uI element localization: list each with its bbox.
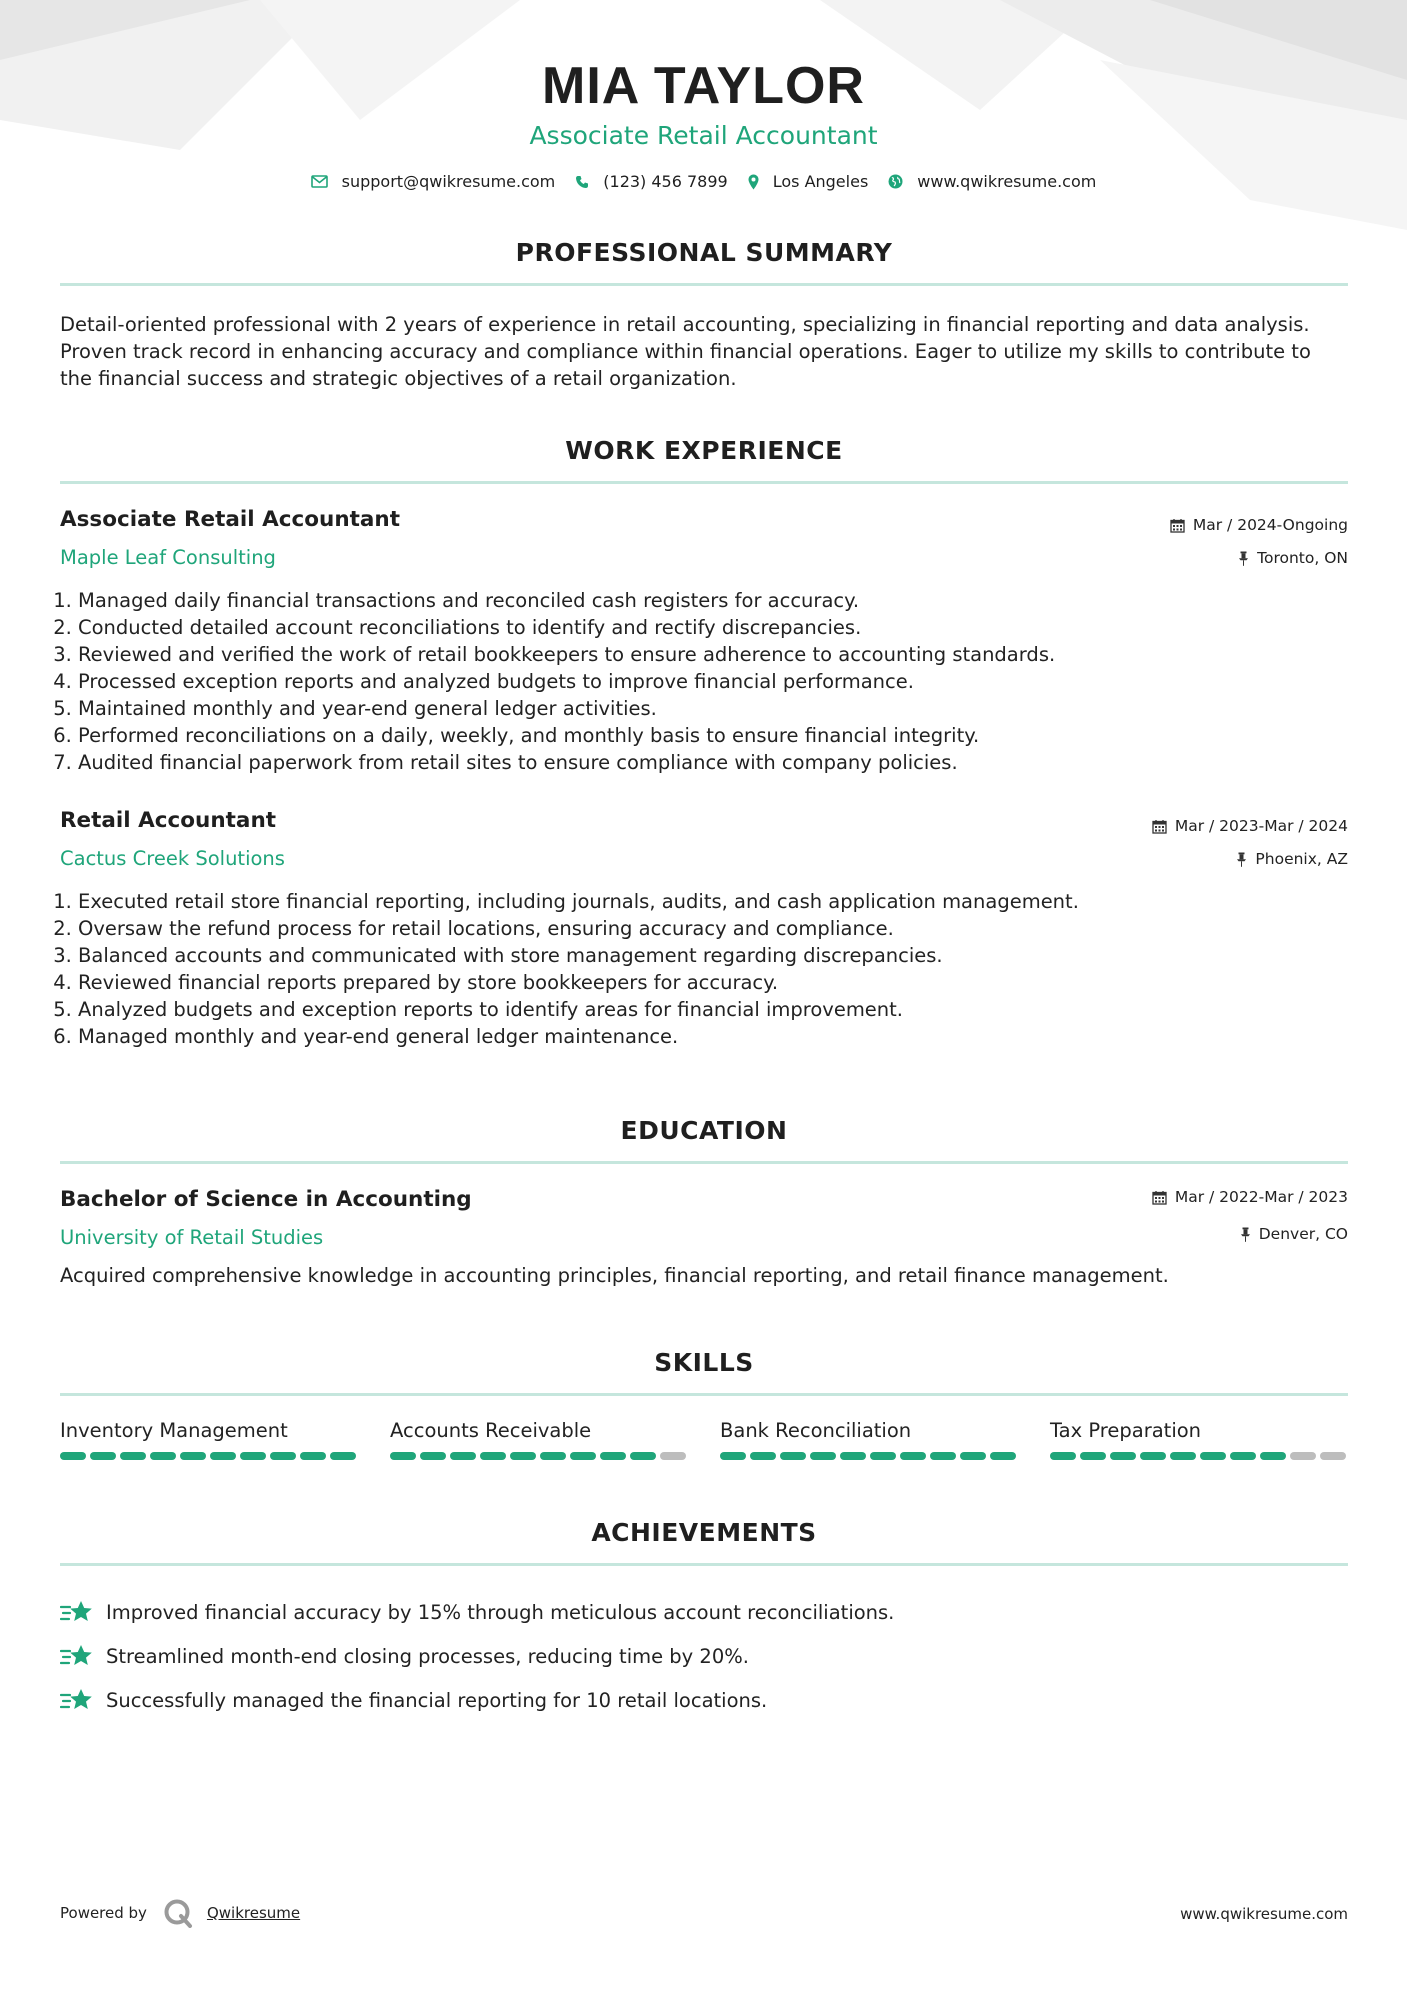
footer-powered-by (60, 1898, 300, 1928)
experience-divider (60, 481, 1348, 484)
candidate-role: Associate Retail Accountant (529, 121, 878, 150)
achievement-text: Successfully managed the financial reporting for 10 retail locations. (106, 1688, 768, 1712)
skill-segment-filled (630, 1452, 656, 1460)
skills-divider (60, 1393, 1348, 1396)
shooting-star-icon (60, 1599, 94, 1625)
education-dates-text: Mar / 2022-Mar / 2023 (1174, 1188, 1348, 1206)
skill-item (720, 1419, 1020, 1460)
skill-segment-empty (660, 1452, 686, 1460)
skill-segment-filled (960, 1452, 986, 1460)
job-1-dates (1170, 516, 1348, 534)
phone-icon (575, 175, 589, 189)
education-degree: Bachelor of Science in Accounting (60, 1187, 472, 1212)
skill-segment-filled (900, 1452, 926, 1460)
calendar-icon (1152, 819, 1167, 834)
map-pin-icon (748, 174, 759, 190)
pushpin-icon (1238, 551, 1249, 566)
qwikresume-link[interactable]: Qwikresume (206, 1904, 301, 1922)
skill-segment-filled (540, 1452, 566, 1460)
list-item: 5. Analyzed budgets and exception reports to identify areas for financial improvement. (78, 996, 1368, 1023)
job-1-title: Associate Retail Accountant (60, 507, 401, 532)
education-dates (1152, 1188, 1348, 1206)
skill-level-bar (720, 1452, 1020, 1460)
job-1-location (1238, 549, 1348, 567)
education-location (1240, 1225, 1348, 1243)
contact-website[interactable] (888, 172, 1096, 191)
skill-segment-filled (420, 1452, 446, 1460)
contact-location (748, 172, 869, 191)
skill-name: Accounts Receivable (390, 1419, 592, 1442)
list-item: 7. Audited financial paperwork from retail sites to ensure compliance with company policies. (78, 749, 1368, 776)
skill-segment-filled (1260, 1452, 1286, 1460)
skills-list (60, 1419, 1350, 1460)
job-2-location-text: Phoenix, AZ (1255, 850, 1348, 868)
skill-segment-filled (930, 1452, 956, 1460)
achievement-text: Streamlined month-end closing processes, reducing time by 20%. (106, 1644, 749, 1668)
summary-divider (60, 283, 1348, 286)
skill-segment-filled (150, 1452, 176, 1460)
contact-bar (0, 172, 1407, 191)
job-1-location-text: Toronto, ON (1257, 549, 1348, 567)
skill-segment-filled (180, 1452, 206, 1460)
skill-segment-filled (570, 1452, 596, 1460)
skill-segment-filled (60, 1452, 86, 1460)
achievements-divider (60, 1563, 1348, 1566)
skill-segment-filled (870, 1452, 896, 1460)
job-2-location (1236, 850, 1348, 868)
achievement-text: Improved financial accuracy by 15% through meticulous account reconciliations. (106, 1600, 895, 1624)
website-text: www.qwikresume.com (917, 172, 1097, 191)
list-item: 4. Reviewed financial reports prepared by store bookkeepers for accuracy. (78, 969, 1368, 996)
skill-item (60, 1419, 360, 1460)
shooting-star-icon (60, 1687, 94, 1713)
skill-segment-empty (1290, 1452, 1316, 1460)
education-divider (60, 1161, 1348, 1164)
skill-name: Bank Reconciliation (720, 1419, 912, 1442)
skill-segment-filled (720, 1452, 746, 1460)
envelope-icon (311, 175, 328, 188)
education-location-text: Denver, CO (1258, 1225, 1348, 1243)
skill-segment-filled (1050, 1452, 1076, 1460)
job-2-dates (1152, 817, 1348, 835)
education-school: University of Retail Studies (60, 1226, 324, 1249)
list-item (60, 1590, 1350, 1634)
experience-heading: WORK EXPERIENCE (565, 436, 843, 465)
list-item: 6. Performed reconciliations on a daily, weekly, and monthly basis to ensure financial integrity. (78, 722, 1368, 749)
skill-segment-filled (210, 1452, 236, 1460)
summary-text: Detail-oriented professional with 2 years of experience in retail accounting, specializing in financial reporting and data analysis. Proven track record in enhancing accuracy and compliance within financial operations. Eager to utilize my skills to contribute to the financial success and strategic objectives of a retail organization. (60, 313, 1311, 390)
skill-segment-filled (990, 1452, 1016, 1460)
job-2-dates-text: Mar / 2023-Mar / 2024 (1174, 817, 1348, 835)
job-2-company: Cactus Creek Solutions (60, 847, 285, 870)
skill-segment-filled (1110, 1452, 1136, 1460)
powered-by-label: Powered by (60, 1904, 147, 1922)
job-2-title: Retail Accountant (60, 808, 277, 833)
skill-segment-filled (300, 1452, 326, 1460)
qwikresume-logo-icon (163, 1898, 193, 1928)
skill-segment-empty (1320, 1452, 1346, 1460)
skill-segment-filled (810, 1452, 836, 1460)
list-item: 5. Maintained monthly and year-end general ledger activities. (78, 695, 1368, 722)
skill-segment-filled (240, 1452, 266, 1460)
list-item: 6. Managed monthly and year-end general ledger maintenance. (78, 1023, 1368, 1050)
skill-item (390, 1419, 690, 1460)
list-item: 4. Processed exception reports and analyzed budgets to improve financial performance. (78, 668, 1368, 695)
calendar-icon (1152, 1190, 1167, 1205)
skill-name: Inventory Management (60, 1419, 288, 1442)
footer-website[interactable]: www.qwikresume.com (1180, 1905, 1348, 1923)
calendar-icon (1170, 518, 1185, 533)
skill-segment-filled (480, 1452, 506, 1460)
job-2-duties (54, 888, 1368, 1050)
skill-segment-filled (840, 1452, 866, 1460)
skill-segment-filled (780, 1452, 806, 1460)
location-text: Los Angeles (772, 172, 869, 191)
summary-heading: PROFESSIONAL SUMMARY (515, 238, 893, 267)
phone-text: (123) 456 7899 (603, 172, 728, 191)
skill-segment-filled (1230, 1452, 1256, 1460)
skill-segment-filled (120, 1452, 146, 1460)
pushpin-icon (1240, 1227, 1251, 1242)
skill-segment-filled (1080, 1452, 1106, 1460)
list-item: 2. Oversaw the refund process for retail locations, ensuring accuracy and compliance. (78, 915, 1368, 942)
pushpin-icon (1236, 852, 1247, 867)
skills-heading: SKILLS (654, 1348, 754, 1377)
skill-segment-filled (330, 1452, 356, 1460)
skill-segment-filled (90, 1452, 116, 1460)
candidate-name: MIA TAYLOR (542, 57, 865, 115)
skill-segment-filled (1170, 1452, 1196, 1460)
skill-segment-filled (450, 1452, 476, 1460)
list-item: 1. Managed daily financial transactions and reconciled cash registers for accuracy. (78, 587, 1368, 614)
skill-level-bar (1050, 1452, 1350, 1460)
skill-segment-filled (750, 1452, 776, 1460)
skill-segment-filled (270, 1452, 296, 1460)
globe-icon (888, 174, 903, 189)
skill-segment-filled (1200, 1452, 1226, 1460)
list-item: 3. Reviewed and verified the work of retail bookkeepers to ensure adherence to accounting standards. (78, 641, 1368, 668)
education-heading: EDUCATION (620, 1116, 788, 1145)
skill-item (1050, 1419, 1350, 1460)
skill-level-bar (390, 1452, 690, 1460)
achievements-list (60, 1590, 1350, 1722)
skill-segment-filled (510, 1452, 536, 1460)
shooting-star-icon (60, 1643, 94, 1669)
list-item (60, 1678, 1350, 1722)
contact-phone[interactable] (575, 172, 727, 191)
list-item (60, 1634, 1350, 1678)
list-item: 3. Balanced accounts and communicated with store management regarding discrepancies. (78, 942, 1368, 969)
job-1-dates-text: Mar / 2024-Ongoing (1192, 516, 1348, 534)
job-1-company: Maple Leaf Consulting (60, 546, 276, 569)
contact-email[interactable] (311, 172, 556, 191)
skill-segment-filled (1140, 1452, 1166, 1460)
skill-segment-filled (600, 1452, 626, 1460)
skill-segment-filled (390, 1452, 416, 1460)
achievements-heading: ACHIEVEMENTS (591, 1518, 817, 1547)
job-1-duties (54, 587, 1368, 776)
list-item: 2. Conducted detailed account reconciliations to identify and rectify discrepancies. (78, 614, 1368, 641)
list-item: 1. Executed retail store financial reporting, including journals, audits, and cash application management. (78, 888, 1368, 915)
email-text: support@qwikresume.com (341, 172, 556, 191)
education-description: Acquired comprehensive knowledge in accounting principles, financial reporting, and retail finance management. (60, 1264, 1169, 1287)
skill-level-bar (60, 1452, 360, 1460)
skill-name: Tax Preparation (1050, 1419, 1202, 1442)
